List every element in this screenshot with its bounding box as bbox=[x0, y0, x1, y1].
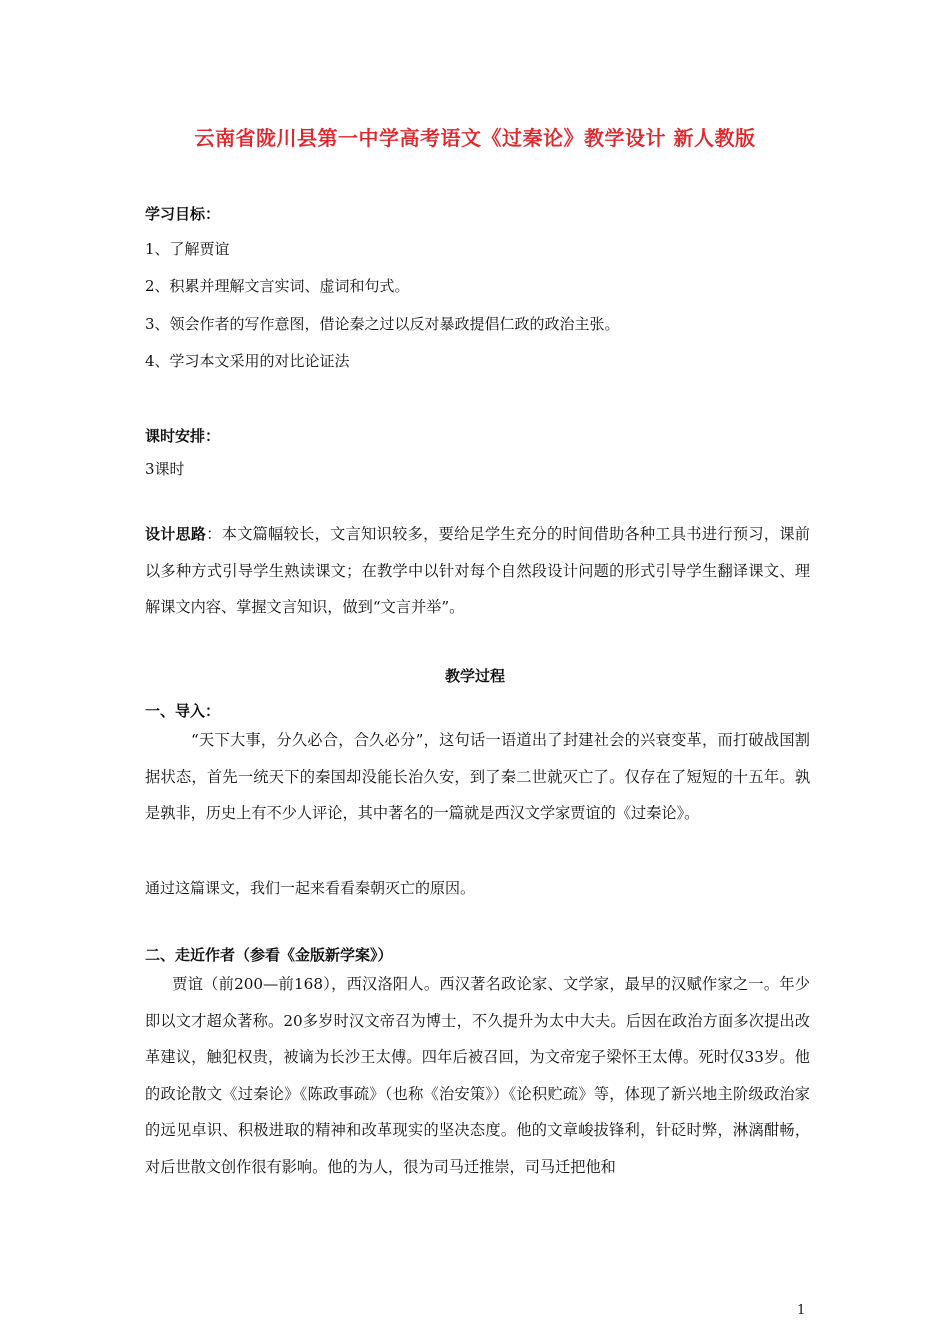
design-text: ：本文篇幅较长，文言知识较多，要给足学生充分的时间借助各种工具书进行预习，课前以多种方式引导学生熟读课文；在教学中以针对每个自然段设计问题的形式引导学生翻译课文、理解课文内容、掌握文言知识，做到“文言并举”。 bbox=[145, 525, 810, 616]
objective-item-4: 4、学习本文采用的对比论证法 bbox=[145, 352, 350, 370]
schedule-value: 3课时 bbox=[145, 460, 185, 478]
intro-text: “天下大事，分久必合，合久必分”，这句话一语道出了封建社会的兴衰变革，而打破战国割据状态，首先一统天下的秦国却没能长治久安，到了秦二世就灭亡了。仅存在了短短的十五年。孰是孰非，历史上有不少人评论，其中著名的一篇就是西汉文学家贾谊的《过秦论》。 bbox=[145, 731, 810, 822]
author-paragraph bbox=[145, 966, 810, 1185]
objective-item-1: 1、了解贾谊 bbox=[145, 240, 230, 258]
design-label: 设计思路 bbox=[145, 525, 207, 543]
schedule-heading: 课时安排： bbox=[145, 427, 221, 445]
page-number: 1 bbox=[797, 1303, 806, 1318]
objectives-heading: 学习目标： bbox=[145, 205, 221, 223]
intro-paragraph bbox=[145, 722, 810, 832]
objective-item-2: 2、积累并理解文言实词、虚词和句式。 bbox=[145, 277, 410, 295]
intro-text-2: 通过这篇课文，我们一起来看看秦朝灭亡的原因。 bbox=[145, 879, 476, 897]
author-heading: 二、走近作者（参看《金版新学案》） bbox=[145, 946, 393, 964]
objective-item-3: 3、领会作者的写作意图，借论秦之过以反对暴政提倡仁政的政治主张。 bbox=[145, 315, 620, 333]
design-paragraph bbox=[145, 516, 810, 626]
document-title: 云南省陇川县第一中学高考语文《过秦论》教学设计 新人教版 bbox=[194, 126, 756, 150]
author-text: 贾谊（前200—前168），西汉洛阳人。西汉著名政论家、文学家，最早的汉赋作家之一。年少即以文才超众著称。20多岁时汉文帝召为博士，不久提升为太中大夫。后因在政治方面多次提出改革建议，触犯权贵，被谪为长沙王太傅。四年后被召回，为文帝宠子梁怀王太傅。死时仅33岁。他的政论散文《过秦论》《陈政事疏》（也称《治安策》）《论积贮疏》等，体现了新兴地主阶级政治家的远见卓识、积极进取的精神和改革现实的坚决态度。他的文章峻拔锋利，针砭时弊，淋漓酣畅，对后世散文创作很有影响。他的为人，很为司马迁推崇，司马迁把他和 bbox=[145, 975, 810, 1176]
intro-heading: 一、导入： bbox=[145, 702, 221, 720]
process-heading: 教学过程 bbox=[444, 667, 505, 685]
